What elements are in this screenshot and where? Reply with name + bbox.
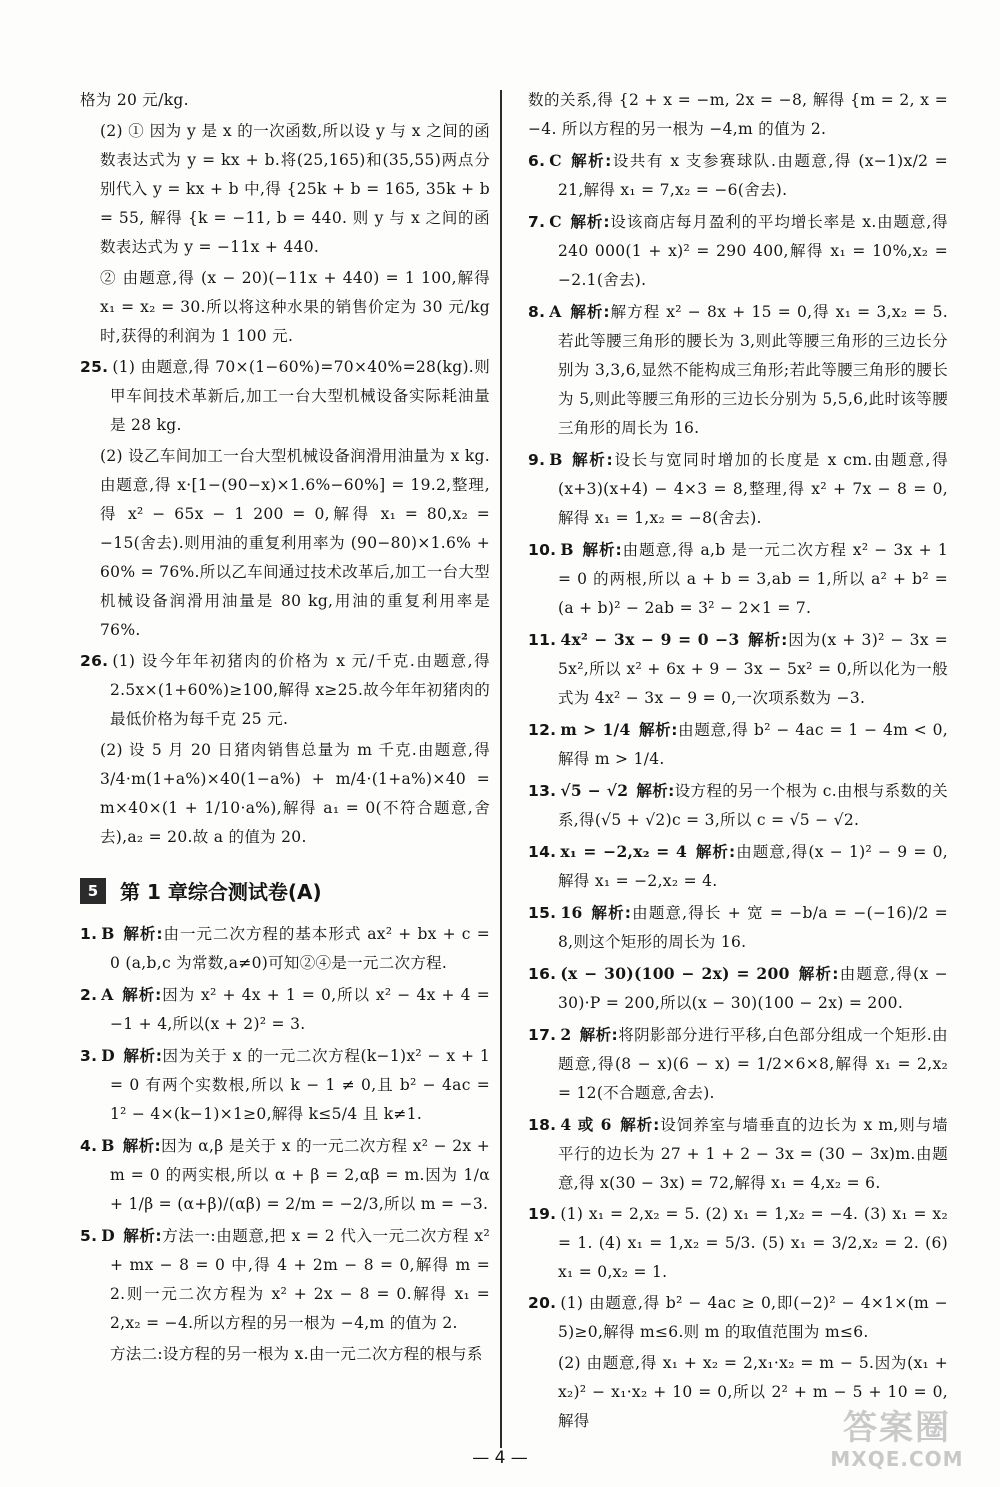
analysis-label: 解析:	[570, 451, 614, 469]
question-number: 16.	[528, 965, 557, 983]
analysis-text: (2) 由题意,得 x₁ + x₂ = 2,x₁·x₂ = m − 5.因为(x₁ + x₂)² − x₁·x₂ + 10 = 0,所以 2² + m − 5 + 10 = 0,解得	[558, 1354, 948, 1430]
question-number: 10.	[528, 541, 557, 559]
section-heading	[80, 876, 490, 905]
analysis-text: 因为关于 x 的一元二次方程(k−1)x² − x + 1 = 0 有两个实数根,所以 k − 1 ≠ 0,且 b² − 4ac = 1² − 4×(k−1)×1≥0,解得 k≤5/4 且 k≠1.	[110, 1047, 490, 1123]
answer-value: A	[101, 985, 114, 1004]
analysis-text: 由题意,得长 + 宽 = −b/a = −(−16)/2 = 8,则这个矩形的周长为 16.	[558, 904, 948, 951]
right-column	[528, 86, 948, 1438]
column-divider	[500, 90, 502, 1448]
answer-item	[528, 715, 948, 774]
analysis-text: 设共有 x 支参赛球队.由题意,得 (x−1)x/2 = 21,解得 x₁ = 7,x₂ = −6(舍去).	[558, 152, 948, 199]
answer-value: B	[560, 540, 574, 559]
question-number: 6.	[528, 152, 546, 170]
answer-item	[528, 837, 948, 896]
analysis-label: 解析:	[569, 213, 610, 231]
analysis-label: 解析:	[695, 843, 736, 861]
paragraph-text: (1) 由题意,得 70×(1−60%)=70×40%=28(kg).则甲车间技术革新后,加工一台大型机械设备实际耗油量是 28 kg.	[110, 358, 490, 434]
analysis-text: 方法二:设方程的另一根为 x.由一元二次方程的根与系	[110, 1345, 483, 1363]
answer-value: 4 或 6	[560, 1115, 612, 1134]
answer-item	[528, 297, 948, 443]
analysis-text: (1) x₁ = 2,x₂ = 5. (2) x₁ = 1,x₂ = −4. (3) x₁ = x₂ = 1. (4) x₁ = 1,x₂ = 5/3. (5) x₁ = 3/2,x₂ = 2. (6) x₁ = 0,x₂ = 1.	[558, 1205, 948, 1281]
paragraph-text: 格为 20 元/kg.	[80, 91, 189, 109]
question-number: 12.	[528, 721, 557, 739]
answer-item	[528, 1110, 948, 1198]
solution-paragraph	[80, 736, 490, 852]
analysis-label: 解析:	[122, 1137, 162, 1155]
paragraph-text: ② 由题意,得 (x − 20)(−11x + 440) = 1 100,解得 x₁ = x₂ = 30.所以将这种水果的销售价定为 30 元/kg 时,获得的利润为 1 100 元.	[100, 269, 490, 345]
analysis-text: 因为 α,β 是关于 x 的一元二次方程 x² − 2x + m = 0 的两实根,所以 α + β = 2,αβ = m.因为 1/α + 1/β = (α+β)/(αβ) = 2/m = −2/3,所以 m = −3.	[110, 1137, 490, 1213]
answer-item	[80, 1041, 490, 1129]
answer-value: B	[101, 924, 115, 943]
paragraph-text: (2) ① 因为 y 是 x 的一次函数,所以设 y 与 x 之间的函数表达式为 y = kx + b.将(25,165)和(35,55)两点分别代入 y = kx + b 中,得 {25k + b = 165, 35k + b = 55, 解得 {k = −11, b = 440. 则 y 与 x 之间的函数表达式为 y = −11x + 440.	[100, 122, 490, 256]
analysis-label: 解析:	[636, 782, 675, 800]
analysis-text: 由题意,得 b² − 4ac = 1 − 4m < 0,解得 m > 1/4.	[558, 721, 949, 768]
answer-item	[80, 919, 490, 978]
analysis-label: 解析:	[122, 925, 163, 943]
analysis-label: 解析:	[123, 1047, 163, 1065]
answer-value: 16	[560, 903, 583, 922]
analysis-text: (1) 由题意,得 b² − 4ac ≥ 0,即(−2)² − 4×1×(m − 5)≥0,解得 m≤6.则 m 的取值范围为 m≤6.	[558, 1294, 948, 1341]
analysis-text: 由题意,得(x − 30)·P = 200,所以(x − 30)(100 − 2x) = 200.	[558, 965, 948, 1012]
analysis-label: 解析:	[569, 303, 610, 321]
question-number: 25.	[80, 358, 109, 376]
answer-item	[528, 898, 948, 957]
left-column	[80, 86, 490, 1371]
analysis-text: 由一元二次方程的基本形式 ax² + bx + c = 0 (a,b,c 为常数,a≠0)可知②④是一元二次方程.	[110, 925, 490, 972]
question-number: 26.	[80, 652, 109, 670]
answer-value: A	[549, 302, 562, 321]
answer-item	[528, 445, 948, 533]
answer-item	[528, 86, 948, 144]
answer-value: B	[101, 1136, 115, 1155]
answer-item	[80, 1131, 490, 1219]
question-number: 1.	[80, 925, 98, 943]
answer-item	[528, 625, 948, 713]
answer-value: m > 1/4	[560, 720, 631, 739]
solution-paragraph	[80, 647, 490, 734]
analysis-label: 解析:	[590, 904, 632, 922]
analysis-text: 设长与宽同时增加的长度是 x cm.由题意,得 (x+3)(x+4) − 4×3 = 8,整理,得 x² + 7x − 8 = 0,解得 x₁ = 1,x₂ = −8(舍去).	[558, 451, 948, 527]
analysis-text: 由题意,得(x − 1)² − 9 = 0,解得 x₁ = −2,x₂ = 4.	[558, 843, 948, 890]
analysis-text: 设饲养室与墙垂直的边长为 x m,则与墙平行的边长为 27 + 1 + 2 − 3x = (30 − 3x)m.由题意,得 x(30 − 3x) = 72,解得 x₁ = 4,x₂ = 6.	[558, 1116, 948, 1192]
watermark-text: 答案圈	[843, 1408, 951, 1448]
answer-value: C	[549, 151, 562, 170]
question-number: 20.	[528, 1294, 557, 1312]
answer-item	[80, 980, 490, 1039]
analysis-label: 解析:	[619, 1116, 660, 1134]
paragraph-text: (2) 设 5 月 20 日猪肉销售总量为 m 千克.由题意,得 3/4·m(1+a%)×40(1−a%) + m/4·(1+a%)×40 = m×40×(1 + 1/10·a%),解得 a₁ = 0(不符合题意,舍去),a₂ = 20.故 a 的值为 20.	[100, 741, 490, 846]
answer-item	[528, 1289, 948, 1347]
analysis-text: 方法一:由题意,把 x = 2 代入一元二次方程 x² + mx − 8 = 0 中,得 4 + 2m − 8 = 0,解得 m = 2.则一元二次方程为 x² + 2x − 8 = 0.解得 x₁ = 2,x₂ = −4.所以方程的另一根为 −4,m 的值为 2.	[110, 1227, 490, 1332]
answer-item	[80, 1340, 490, 1369]
solution-paragraph	[80, 86, 490, 115]
question-number: 8.	[528, 303, 546, 321]
answer-item	[528, 1020, 948, 1108]
question-number: 19.	[528, 1205, 557, 1223]
question-number: 7.	[528, 213, 546, 231]
answer-item	[528, 1200, 948, 1287]
analysis-text: 设该商店每月盈利的平均增长率是 x.由题意,得 240 000(1 + x)² = 290 400,解得 x₁ = 10%,x₂ = −2.1(舍去).	[558, 213, 948, 289]
question-number: 2.	[80, 986, 98, 1004]
solution-paragraph	[80, 264, 490, 351]
question-number: 11.	[528, 631, 557, 649]
question-number: 5.	[80, 1227, 98, 1245]
answer-item	[528, 776, 948, 835]
question-number: 15.	[528, 904, 557, 922]
analysis-label: 解析:	[581, 541, 622, 559]
analysis-text: 因为 x² + 4x + 1 = 0,所以 x² − 4x + 4 = −1 + 4,所以(x + 2)² = 3.	[110, 986, 490, 1033]
analysis-label: 解析:	[579, 1026, 619, 1044]
answer-item	[528, 959, 948, 1018]
page-number: — 4 —	[472, 1448, 528, 1468]
answer-value: B	[549, 450, 563, 469]
analysis-text: 解方程 x² − 8x + 15 = 0,得 x₁ = 3,x₂ = 5.若此等腰三角形的腰长为 3,则此等腰三角形的三边长分别为 3,3,6,显然不能构成三角形;若此等腰三角形的腰长为 5,则此等腰三角形的三边长分别为 5,5,6,此时该等腰三角形的周长为 16.	[558, 303, 948, 437]
analysis-label: 解析:	[121, 986, 162, 1004]
answer-item	[528, 146, 948, 205]
section-title: 第 1 章综合测试卷(A)	[120, 880, 322, 904]
answer-value: D	[101, 1226, 116, 1245]
analysis-label: 解析:	[797, 965, 839, 983]
solution-paragraph	[80, 353, 490, 440]
answer-value: (x − 30)(100 − 2x) = 200	[560, 964, 790, 983]
question-number: 9.	[528, 451, 546, 469]
answer-value: 4x² − 3x − 9 = 0 −3	[560, 630, 740, 649]
analysis-label: 解析:	[569, 152, 612, 170]
question-number: 17.	[528, 1026, 557, 1044]
analysis-text: 数的关系,得 {2 + x = −m, 2x = −8, 解得 {m = 2, x = −4. 所以方程的另一根为 −4,m 的值为 2.	[528, 91, 948, 138]
solution-paragraph	[80, 117, 490, 262]
watermark-url: MXQE.COM	[830, 1447, 964, 1471]
analysis-text: 因为(x + 3)² − 3x = 5x²,所以 x² + 6x + 9 − 3x − 5x² = 0,所以化为一般式为 4x² − 3x − 9 = 0,一次项系数为 −3.	[558, 631, 948, 707]
analysis-label: 解析:	[638, 721, 678, 739]
answer-value: 2	[560, 1025, 572, 1044]
answer-item	[80, 1221, 490, 1338]
analysis-label: 解析:	[747, 631, 788, 649]
analysis-label: 解析:	[123, 1227, 162, 1245]
question-number: 13.	[528, 782, 557, 800]
answer-value: √5 − √2	[560, 781, 629, 800]
question-number: 3.	[80, 1047, 98, 1065]
question-number: 14.	[528, 843, 557, 861]
answer-item	[528, 535, 948, 623]
question-number: 4.	[80, 1137, 98, 1155]
solution-paragraph	[80, 442, 490, 645]
watermark-logo	[812, 1409, 982, 1479]
section-marker: 5	[80, 878, 106, 904]
analysis-text: 将阴影部分进行平移,白色部分组成一个矩形.由题意,得(8 − x)(6 − x) = 1/2×6×8,解得 x₁ = 2,x₂ = 12(不合题意,舍去).	[558, 1026, 948, 1102]
answer-value: x₁ = −2,x₂ = 4	[560, 842, 688, 861]
paragraph-text: (2) 设乙车间加工一台大型机械设备润滑用油量为 x kg.由题意,得 x·[1−(90−x)×1.6%−60%] = 19.2,整理,得 x² − 65x − 1 200 = 0,解得 x₁ = 80,x₂ = −15(舍去).则用油的重复利用率为 (90−80)×1.6% + 60% = 76%.所以乙车间通过技术改革后,加工一台大型机械设备润滑用油量是 80 kg,用油的重复利用率是 76%.	[100, 447, 490, 639]
answer-item	[528, 207, 948, 295]
answer-value: D	[101, 1046, 116, 1065]
analysis-text: 由题意,得 a,b 是一元二次方程 x² − 3x + 1 = 0 的两根,所以 a + b = 3,ab = 1,所以 a² + b² = (a + b)² − 2ab = 3² − 2×1 = 7.	[558, 541, 948, 617]
question-number: 18.	[528, 1116, 557, 1134]
paragraph-text: (1) 设今年年初猪肉的价格为 x 元/千克.由题意,得 2.5x×(1+60%)≥100,解得 x≥25.故今年年初猪肉的最低价格为每千克 25 元.	[110, 652, 490, 728]
answer-value: C	[549, 212, 562, 231]
analysis-text: 设方程的另一个根为 c.由根与系数的关系,得(√5 + √2)c = 3,所以 c = √5 − √2.	[558, 782, 948, 829]
